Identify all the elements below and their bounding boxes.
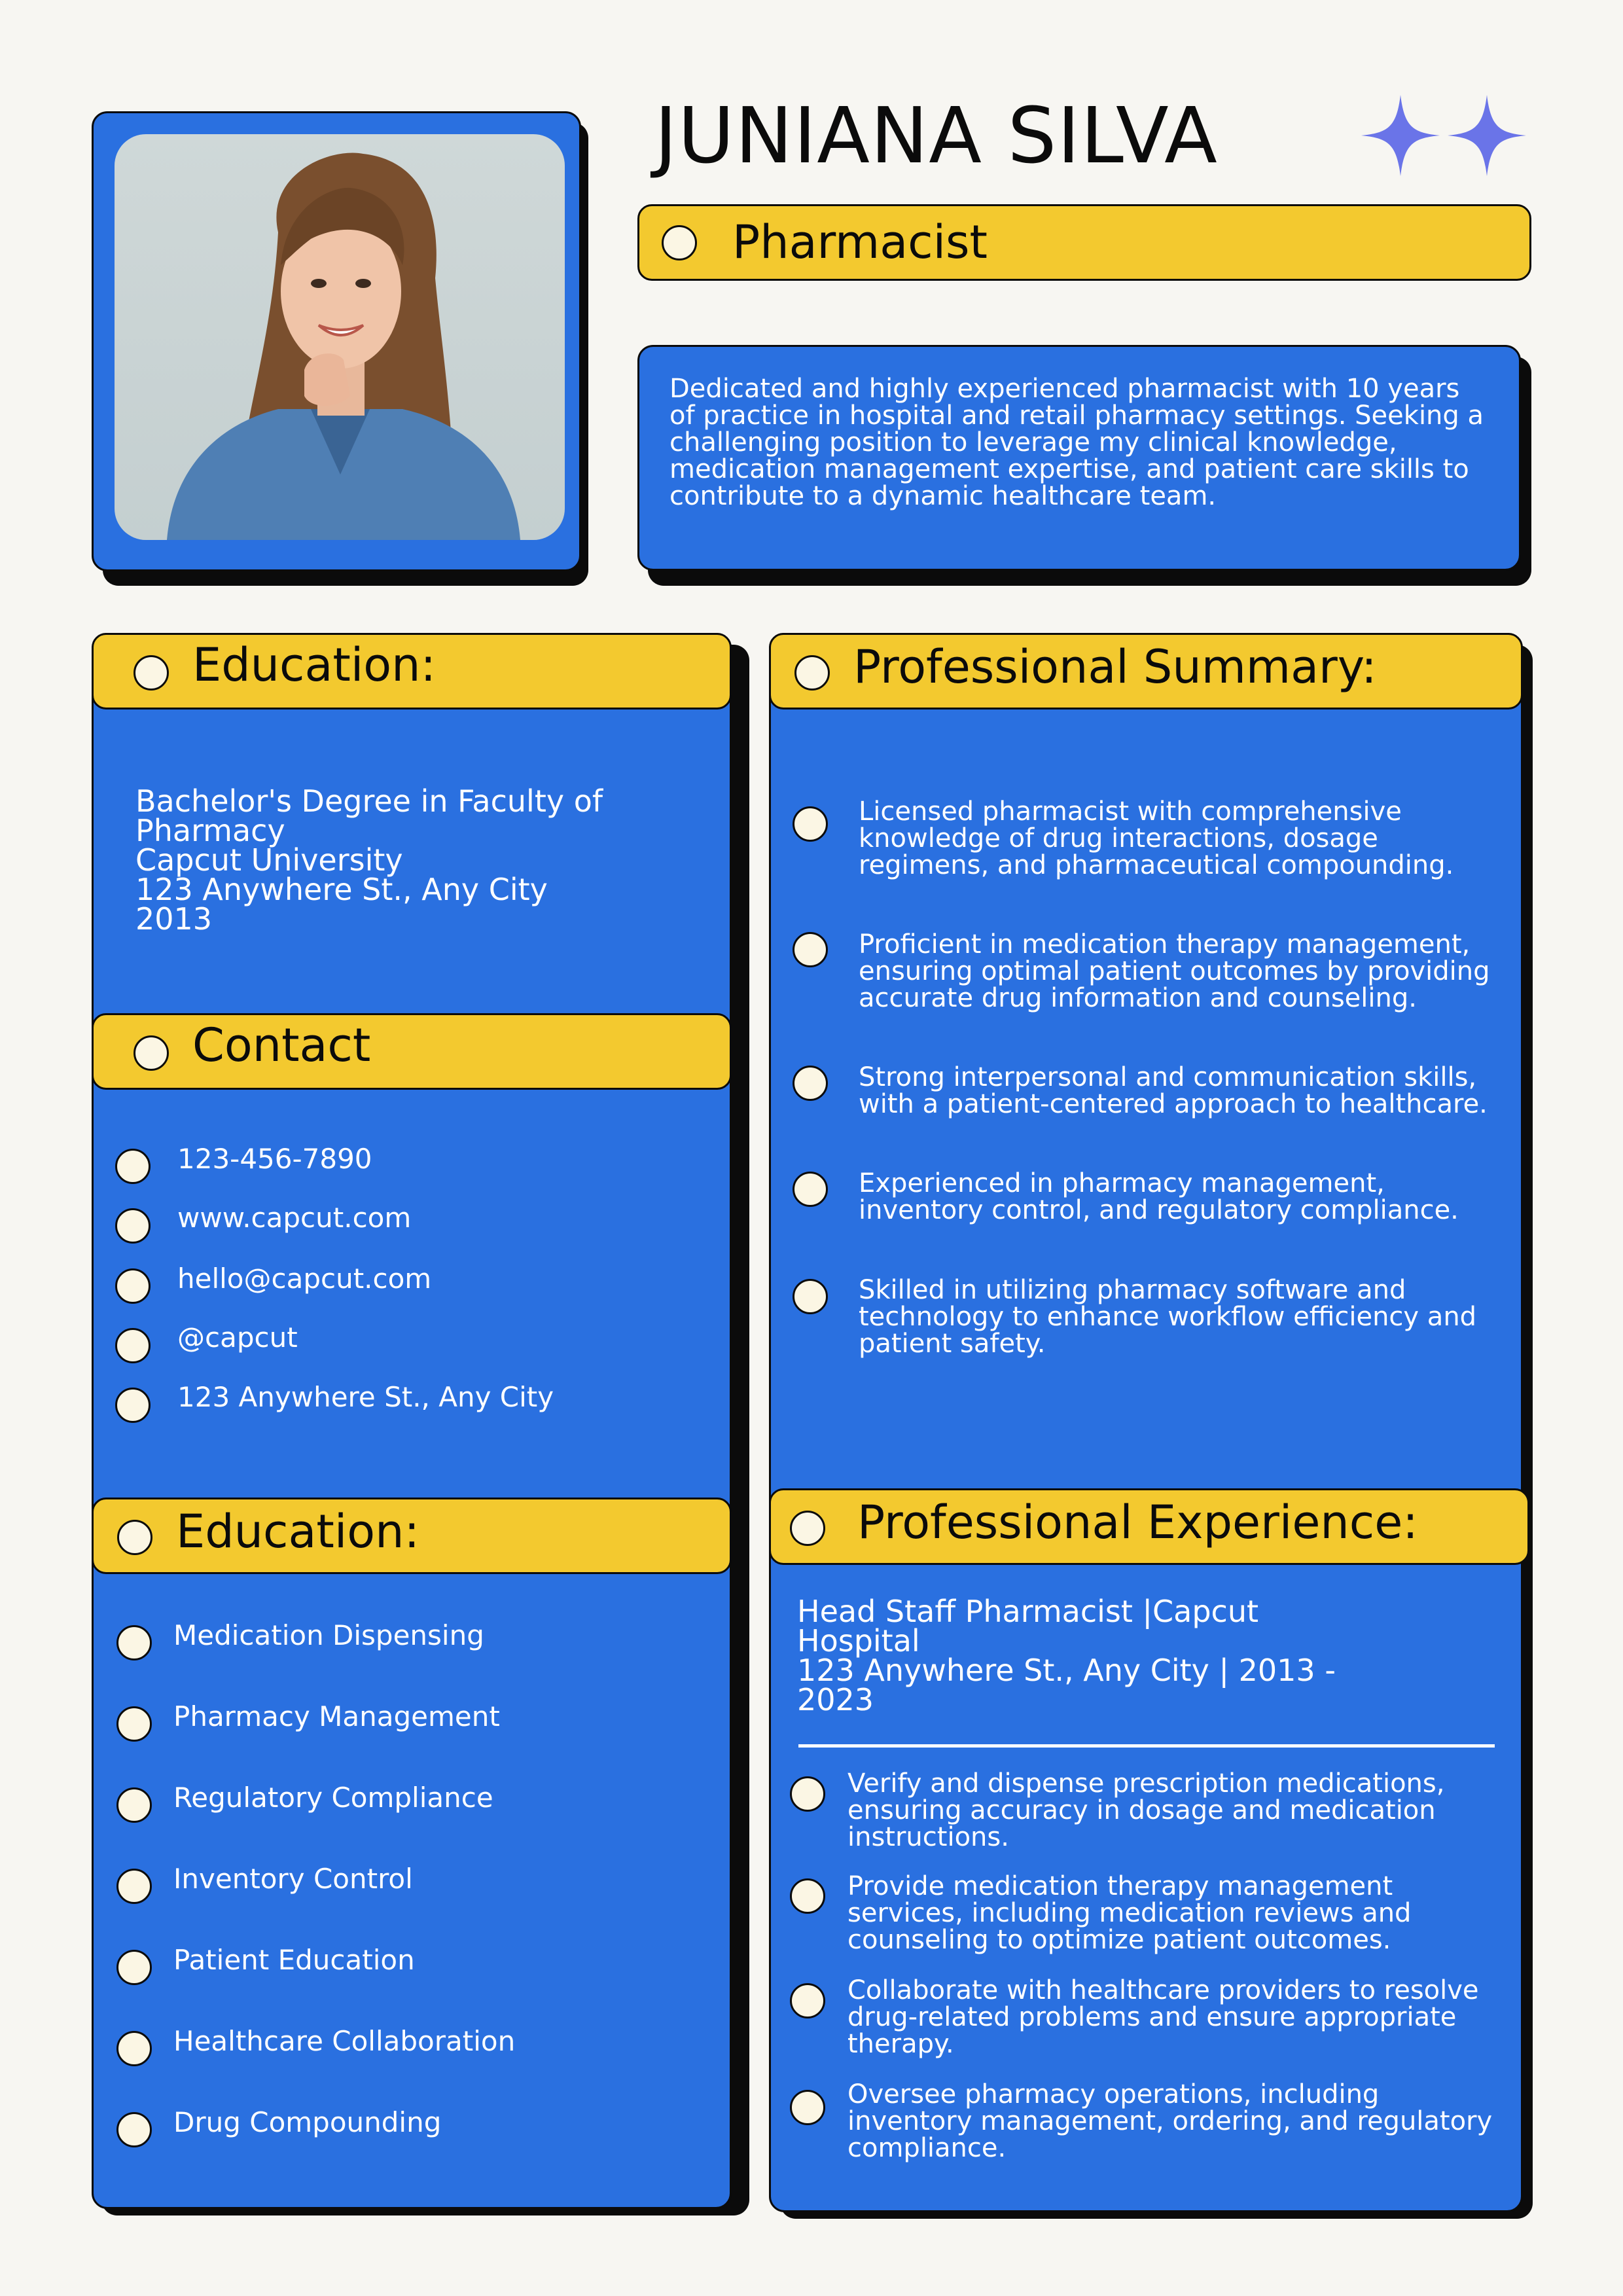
degree-line-1: Bachelor's Degree in Faculty of	[135, 783, 603, 819]
experience-item: Oversee pharmacy operations, including inventory management, ordering, and regulatory compliance.	[847, 2079, 1493, 2163]
bullet-dot-icon	[116, 2112, 152, 2147]
bullet-dot-icon	[115, 1149, 151, 1184]
bullet-dot-icon	[793, 1279, 828, 1314]
contact-address: 123 Anywhere St., Any City	[177, 1381, 554, 1413]
degree-line-2: Pharmacy	[135, 813, 285, 848]
bullet-dot-icon	[134, 655, 169, 691]
experience-heading: Professional Experience:	[857, 1496, 1418, 1549]
education-heading: Education:	[192, 638, 437, 692]
summary-heading: Professional Summary:	[853, 640, 1377, 694]
job-heading	[797, 1594, 1504, 1717]
bullet-dot-icon	[790, 2090, 825, 2125]
bullet-dot-icon	[116, 1869, 152, 1904]
bullet-dot-icon	[793, 932, 828, 967]
bullet-dot-icon	[115, 1388, 151, 1423]
contact-phone: 123-456-7890	[177, 1143, 372, 1175]
bullet-dot-icon	[793, 806, 828, 842]
skills-list	[92, 1619, 732, 2145]
profile-box	[637, 345, 1521, 571]
graduation-year: 2013	[135, 901, 213, 937]
skill-item: Medication Dispensing	[173, 1619, 484, 1651]
bullet-dot-icon	[793, 1172, 828, 1207]
bullet-dot-icon	[115, 1208, 151, 1244]
bullet-dot-icon	[115, 1328, 151, 1363]
candidate-name: JUNIANA SILVA	[654, 90, 1218, 181]
experience-item: Collaborate with healthcare providers to resolve drug-related problems and ensure appropriate therapy.	[847, 1975, 1479, 2059]
experience-item: Provide medication therapy management services, including medication reviews and counseling to optimize patient outcomes.	[847, 1871, 1412, 1955]
job-title-bar	[637, 204, 1531, 281]
skills-header	[92, 1498, 732, 1574]
skill-item: Regulatory Compliance	[173, 1782, 493, 1814]
contact-list	[92, 1145, 732, 1446]
summary-item: Proficient in medication therapy management, ensuring optimal patient outcomes by providing accurate drug information and counseling.	[859, 929, 1490, 1013]
skill-item: Inventory Control	[173, 1863, 413, 1895]
skill-item: Pharmacy Management	[173, 1700, 500, 1732]
contact-social: @capcut	[177, 1321, 298, 1354]
bullet-dot-icon	[790, 1511, 825, 1546]
summary-item: Experienced in pharmacy management, inventory control, and regulatory compliance.	[859, 1168, 1459, 1225]
experience-list	[769, 1770, 1523, 2163]
skill-item: Healthcare Collaboration	[173, 2025, 516, 2057]
summary-item: Licensed pharmacist with comprehensive knowledge of drug interactions, dosage regimens, and pharmaceutical compounding.	[859, 797, 1454, 880]
bullet-dot-icon	[116, 1950, 152, 1985]
skills-heading: Education:	[176, 1505, 420, 1558]
bullet-dot-icon	[134, 1035, 169, 1071]
bullet-dot-icon	[794, 655, 830, 691]
education-details	[135, 783, 711, 937]
profile-photo	[115, 134, 565, 540]
job-divider	[798, 1744, 1495, 1748]
school-address: 123 Anywhere St., Any City	[135, 872, 548, 907]
bullet-dot-icon	[662, 225, 697, 260]
contact-website: www.capcut.com	[177, 1202, 412, 1234]
skill-item: Drug Compounding	[173, 2106, 442, 2138]
bullet-dot-icon	[790, 1878, 825, 1914]
bullet-dot-icon	[116, 2031, 152, 2066]
bullet-dot-icon	[117, 1520, 152, 1555]
contact-email: hello@capcut.com	[177, 1263, 432, 1295]
bullet-dot-icon	[793, 1066, 828, 1101]
job-title-company: Head Staff Pharmacist |Capcut Hospital	[797, 1594, 1259, 1659]
job-title: Pharmacist	[732, 215, 988, 269]
bullet-dot-icon	[790, 1776, 825, 1812]
education-header	[92, 633, 732, 709]
experience-item: Verify and dispense prescription medications, ensuring accuracy in dosage and medication instructions.	[847, 1768, 1445, 1852]
job-location-dates: 123 Anywhere St., Any City | 2013 - 2023	[797, 1653, 1336, 1717]
summary-header	[769, 633, 1523, 709]
summary-item: Strong interpersonal and communication skills, with a patient-centered approach to healthcare.	[859, 1062, 1488, 1119]
bullet-dot-icon	[116, 1787, 152, 1823]
contact-header	[92, 1013, 732, 1090]
bullet-dot-icon	[116, 1706, 152, 1742]
contact-heading: Contact	[192, 1018, 371, 1072]
sparkle-icon	[1361, 95, 1531, 177]
bullet-dot-icon	[116, 1625, 152, 1660]
skill-item: Patient Education	[173, 1944, 415, 1976]
summary-list	[769, 798, 1523, 1374]
profile-text: Dedicated and highly experienced pharmacist with 10 years of practice in hospital and retail pharmacy settings. Seeking a challenging position to leverage my clinical knowledge, medication management expertise, and patient care skills to contribute to a dynamic healthcare team.	[669, 374, 1484, 511]
bullet-dot-icon	[790, 1983, 825, 2018]
experience-header	[769, 1488, 1529, 1565]
school-name: Capcut University	[135, 842, 403, 878]
bullet-dot-icon	[115, 1268, 151, 1304]
photo-frame	[92, 111, 581, 571]
summary-item: Skilled in utilizing pharmacy software and technology to enhance workflow efficiency and patient safety.	[859, 1275, 1477, 1359]
